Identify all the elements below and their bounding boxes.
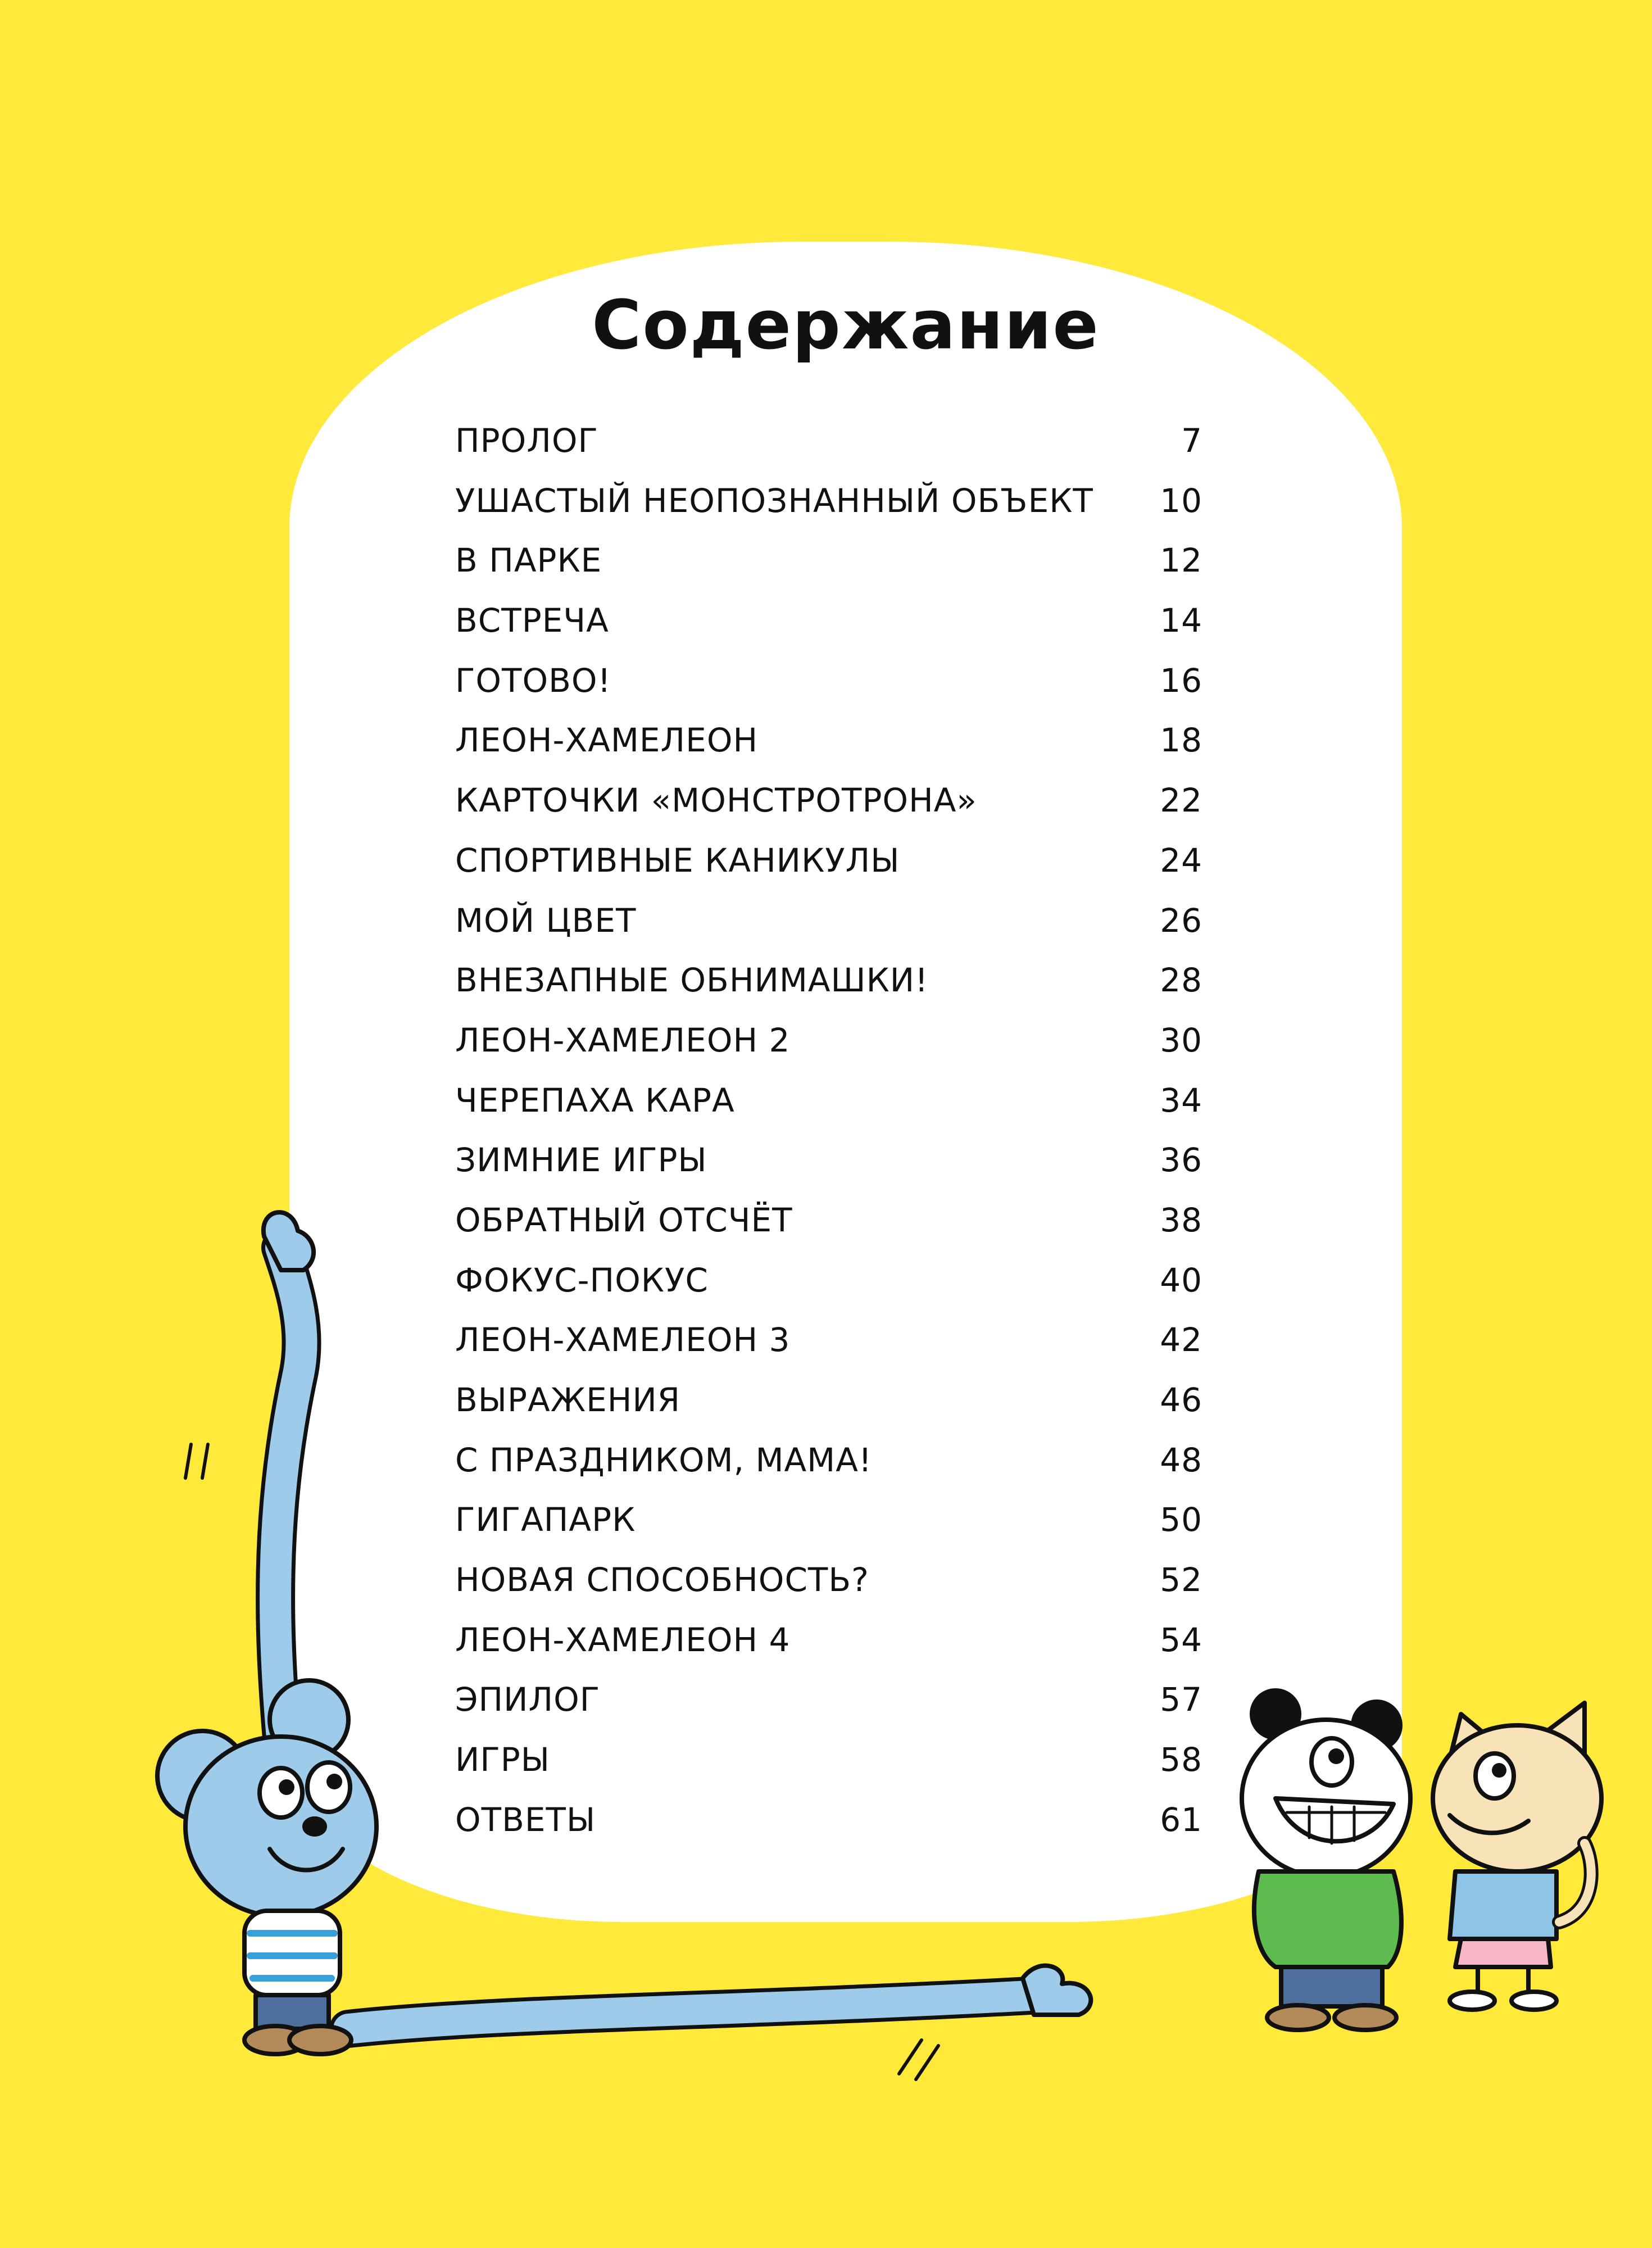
toc-entry-page-number: 34 <box>1160 1081 1202 1120</box>
toc-entry-title: ЛЕОН-ХАМЕЛЕОН 3 <box>455 1321 791 1359</box>
toc-entry <box>455 422 1202 482</box>
toc-entry <box>455 901 1202 962</box>
toc-entry-page-number: 61 <box>1160 1800 1202 1839</box>
toc-entry <box>455 721 1202 781</box>
toc-entry-title: КАРТОЧКИ «МОНСТРОТРОНА» <box>455 781 977 820</box>
toc-entry <box>455 781 1202 841</box>
toc-entry-page-number: 50 <box>1160 1501 1202 1539</box>
toc-entry <box>455 1141 1202 1201</box>
toc-entry-title: ФОКУС-ПОКУС <box>455 1261 709 1299</box>
toc-entry-page-number: 40 <box>1160 1261 1202 1299</box>
toc-entry-title: ГОТОВО! <box>455 661 611 700</box>
toc-entry-title: ГИГАПАРК <box>455 1501 636 1539</box>
page-title: Содержание <box>592 287 1100 365</box>
panda-illustration <box>1225 1686 1422 2034</box>
toc-entry <box>455 482 1202 542</box>
toc-entry-page-number: 36 <box>1160 1141 1202 1180</box>
toc-entry-title: ИГРЫ <box>455 1741 550 1779</box>
toc-entry <box>455 601 1202 661</box>
toc-entry-title: ЛЕОН-ХАМЕЛЕОН 2 <box>455 1021 791 1059</box>
stretchy-mouse-illustration <box>112 1197 1124 2085</box>
toc-entry-title: ЭПИЛОГ <box>455 1680 601 1719</box>
toc-entry-title: ВЫРАЖЕНИЯ <box>455 1381 681 1419</box>
toc-entry-page-number: 48 <box>1160 1440 1202 1479</box>
toc-entry-title: МОЙ ЦВЕТ <box>455 901 637 940</box>
toc-entry <box>455 661 1202 722</box>
toc-entry-page-number: 24 <box>1160 841 1202 880</box>
toc-entry-page-number: 26 <box>1160 901 1202 940</box>
toc-entry-page-number: 54 <box>1160 1620 1202 1659</box>
toc-entry <box>455 961 1202 1021</box>
toc-entry-title: ПРОЛОГ <box>455 422 598 460</box>
toc-entry-title: СПОРТИВНЫЕ КАНИКУЛЫ <box>455 841 900 880</box>
toc-entry <box>455 841 1202 901</box>
toc-entry-page-number: 7 <box>1181 422 1202 460</box>
toc-entry-page-number: 46 <box>1160 1381 1202 1419</box>
toc-entry <box>455 1081 1202 1141</box>
toc-entry-title: УШАСТЫЙ НЕОПОЗНАННЫЙ ОБЪЕКТ <box>455 481 1093 520</box>
toc-entry-title: НОВАЯ СПОСОБНОСТЬ? <box>455 1561 869 1599</box>
toc-entry <box>455 1021 1202 1081</box>
toc-entry-title: С ПРАЗДНИКОМ, МАМА! <box>455 1440 873 1479</box>
toc-entry-page-number: 30 <box>1160 1021 1202 1059</box>
toc-entry-page-number: 38 <box>1160 1200 1202 1239</box>
toc-entry-page-number: 22 <box>1160 781 1202 820</box>
toc-entry-page-number: 42 <box>1160 1321 1202 1359</box>
toc-entry-title: ЛЕОН-ХАМЕЛЕОН 4 <box>455 1620 791 1659</box>
cat-illustration <box>1416 1697 1618 2012</box>
toc-entry-title: ЛЕОН-ХАМЕЛЕОН <box>455 721 759 760</box>
toc-entry-title: ЧЕРЕПАХА КАРА <box>455 1081 735 1120</box>
toc-entry-title: ВНЕЗАПНЫЕ ОБНИМАШКИ! <box>455 961 929 1000</box>
toc-entry-page-number: 16 <box>1160 661 1202 700</box>
toc-entry-page-number: 28 <box>1160 961 1202 1000</box>
toc-entry-title: ЗИМНИЕ ИГРЫ <box>455 1141 707 1180</box>
toc-entry-page-number: 12 <box>1160 541 1202 580</box>
toc-entry-page-number: 57 <box>1160 1680 1202 1719</box>
toc-entry-title: ОТВЕТЫ <box>455 1800 596 1839</box>
toc-entry-page-number: 52 <box>1160 1561 1202 1599</box>
toc-entry-page-number: 14 <box>1160 601 1202 640</box>
toc-entry <box>455 541 1202 601</box>
toc-entry-page-number: 58 <box>1160 1741 1202 1779</box>
toc-entry-title: ВСТРЕЧА <box>455 601 609 640</box>
toc-entry-page-number: 18 <box>1160 721 1202 760</box>
toc-entry-title: ОБРАТНЫЙ ОТСЧЁТ <box>455 1200 793 1239</box>
toc-entry-title: В ПАРКЕ <box>455 541 602 580</box>
toc-entry-page-number: 10 <box>1160 481 1202 520</box>
